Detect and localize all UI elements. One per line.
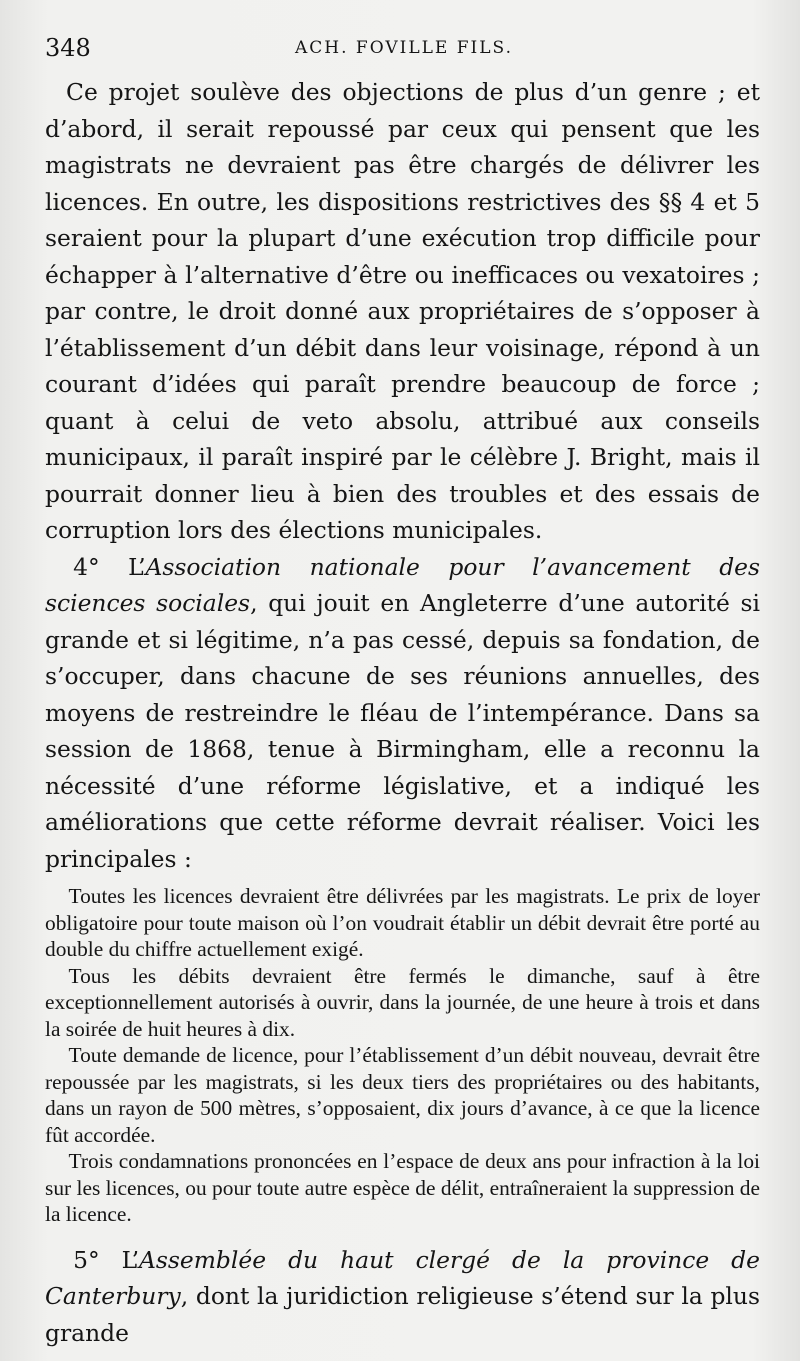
main-text (45, 74, 760, 877)
recommendation-sunday: Tous les débits devraient être fermés le dimanche, sauf à être exceptionnellement autorisés à ouvrir, dans la journée, de une heure à trois et dans la soirée de huit heures à dix. (45, 963, 760, 1041)
page-header (45, 30, 760, 74)
page-number: 348 (45, 34, 91, 62)
association-name: Association nationale pour l’avancement des sciences sociales (45, 552, 761, 617)
paragraph-text: , dont la juridiction religieuse s’étend sur la plus grande (45, 1282, 760, 1347)
recommendation-opposition: Toute demande de licence, pour l’établissement d’un débit nouveau, devrait être repoussée par les magistrats, si les deux tiers des propriétaires ou des habitants, dans un rayon de 500 mètres, s’opposaient, dix jours d’avance, à ce que la licence fût accordée. (45, 1043, 760, 1147)
paragraph-association (45, 549, 760, 878)
paragraph-text: , qui jouit en Angleterre d’une autorité si grande et si légitime, n’a pas cessé, depuis sa fondation, de s’occuper, dans chacune de ses réunions annuelles, des moyens de restreindre le fléau de l’intempérance. Dans sa session de 1868, tenue à Birmingham, elle a reconnu la nécessité d’une réforme législative, et a indiqué les améliorations que cette réforme devrait réaliser. Voici les principales : (45, 589, 760, 873)
article: L’ (128, 552, 146, 581)
paragraph-objections: Ce projet soulève des objections de plus d’un genre ; et d’abord, il serait repoussé par ceux qui pensent que les magistrats ne devraient pas être chargés de délivrer les licences. En outre, les dispositions restrictives des §§ 4 et 5 seraient pour la plupart d’une exécution trop difficile pour échapper à l’alternative d’être ou inefficaces ou vexatoires ; par contre, le droit donné aux propriétaires de s’opposer à l’établissement d’un débit dans leur voisinage, répond à un courant d’idées qui paraît prendre beaucoup de force ; quant à celui de veto absolu, attribué aux conseils municipaux, il paraît inspiré par le célèbre J. Bright, mais il pourrait donner lieu à bien des troubles et des essais de corruption lors des élections municipales. (45, 78, 760, 544)
assembly-name: Assemblée du haut clergé de la province de Canterbury (45, 1245, 760, 1310)
article: L’ (121, 1245, 140, 1274)
item-number: 4° (73, 552, 100, 581)
recommendation-condemnations: Trois condamnations prononcées en l’espace de deux ans pour infraction à la loi sur les licences, ou pour toute autre espèce de délit, entraîneraient la suppression de la licence. (45, 1149, 760, 1226)
paragraph-clergy (45, 1242, 760, 1352)
quoted-recommendations (45, 883, 760, 1228)
recommendation-licences: Toutes les licences devraient être délivrées par les magistrats. Le prix de loyer obligatoire pour toute maison où l’on voudrait établir un débit devrait être porté au double du chiffre actuellement exigé. (45, 884, 760, 961)
item-number: 5° (73, 1245, 100, 1274)
running-head: ACH. FOVILLE FILS. (295, 38, 513, 58)
main-text-continued (45, 1242, 760, 1352)
